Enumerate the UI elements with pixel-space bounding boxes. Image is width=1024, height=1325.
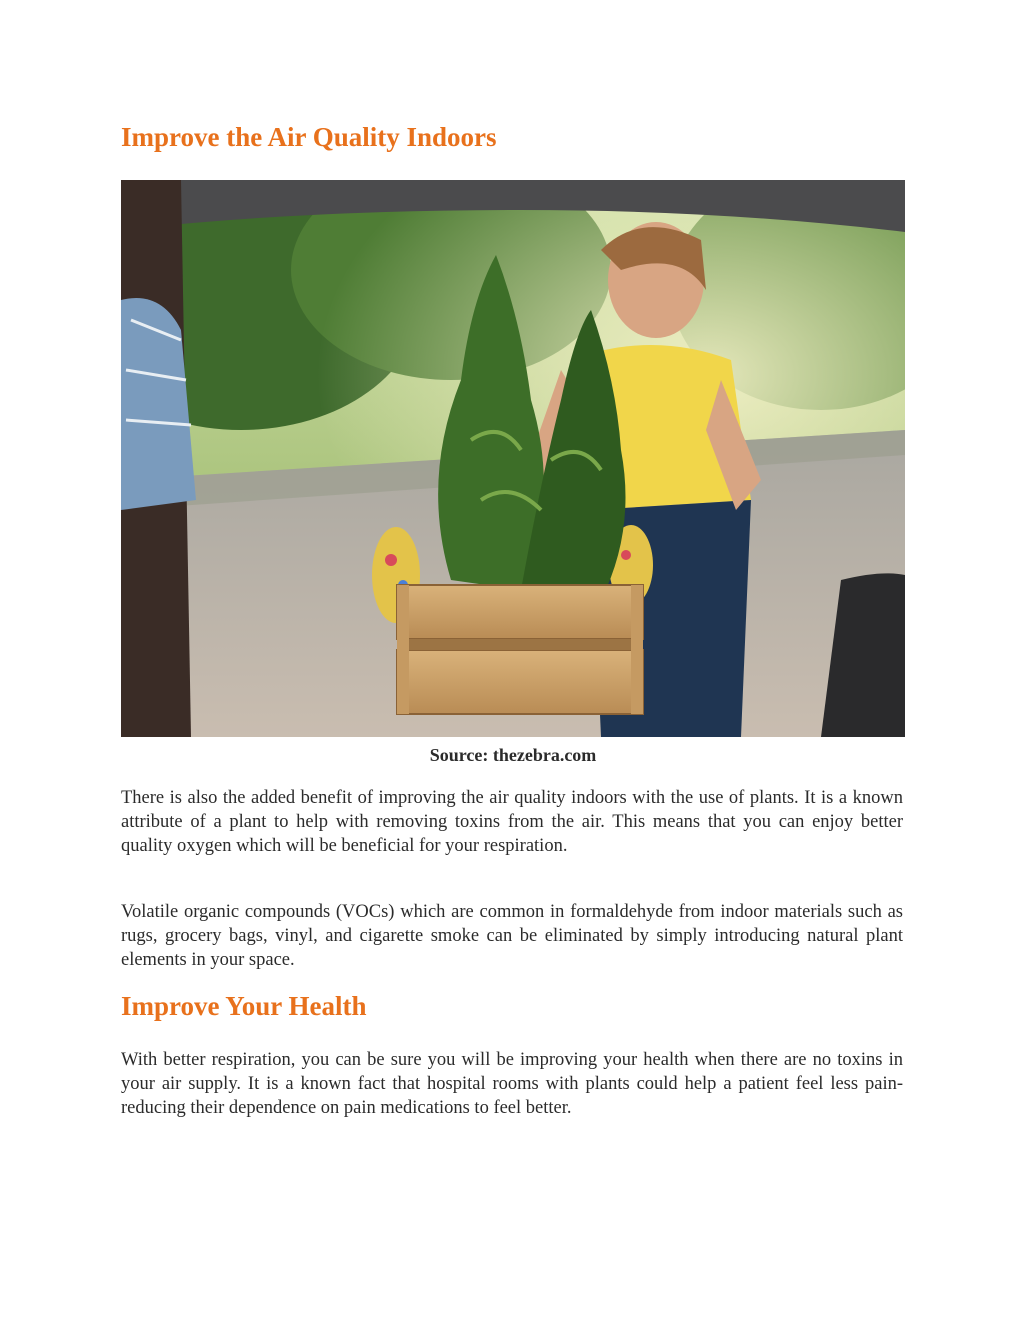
image-caption: Source: thezebra.com (429, 745, 597, 765)
paragraph-health: With better respiration, you can be sure you will be improving your health when there are no toxins in your air supply. It is a known fact that hospital rooms with plants could help a patient feel less pain-reducing their dependence on pain medications to feel better. (121, 1050, 903, 1118)
paragraph-air-benefit: There is also the added benefit of improving the air quality indoors with the use of plants. It is a known attribute of a plant to help with removing toxins from the air. This means that you can enjoy better quality oxygen which will be beneficial for your respiration. (121, 788, 903, 856)
section-heading-health: Improve Your Health (121, 991, 367, 1021)
paragraph-vocs: Volatile organic compounds (VOCs) which are common in formaldehyde from indoor materials such as rugs, grocery bags, vinyl, and cigarette smoke can be eliminated by simply introducing natural plant elements in your space. (121, 902, 903, 970)
woman-holding-plant-crate-photo (121, 180, 905, 737)
section-heading-air-quality: Improve the Air Quality Indoors (121, 122, 497, 152)
